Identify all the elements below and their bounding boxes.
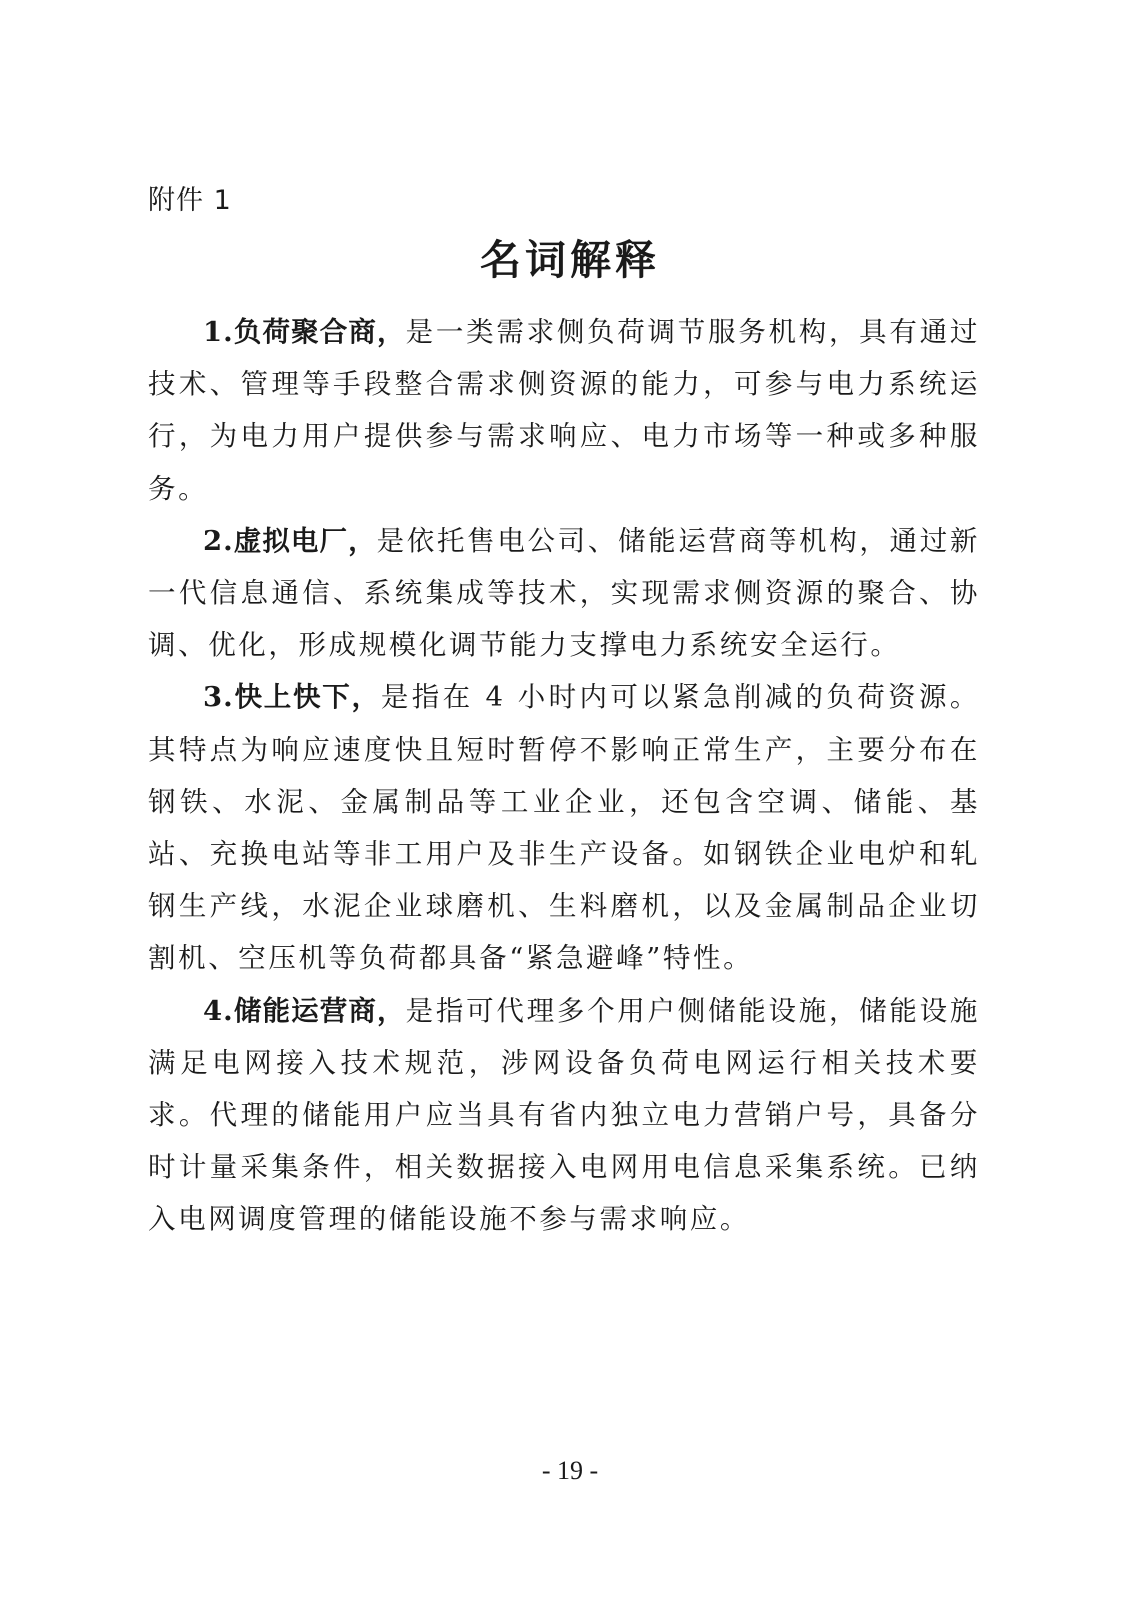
definition-text: 是指可代理多个用户侧储能设施，储能设施满足电网接入技术规范，涉网设备负荷电网运行相关技术要求。代理的储能用户应当具有省内独立电力营销户号，具备分时计量采集条件，相关数据接入电网用电信息采集系统。已纳入电网调度管理的储能设施不参与需求响应。 xyxy=(148,994,980,1236)
definition-text: 是一类需求侧负荷调节服务机构，具有通过技术、管理等手段整合需求侧资源的能力，可参与电力系统运行，为电力用户提供参与需求响应、电力市场等一种或多种服务。 xyxy=(148,316,980,505)
definition-term: 2.虚拟电厂， xyxy=(203,524,377,557)
page-number: - 19 - xyxy=(541,1456,599,1485)
definition-term: 4.储能运营商， xyxy=(203,994,406,1027)
definition-virtual-power-plant xyxy=(148,515,980,672)
definitions-list xyxy=(148,306,980,1246)
definition-term: 1.负荷聚合商， xyxy=(203,316,406,348)
definition-load-aggregator xyxy=(148,306,980,515)
page-title: 名词解释 xyxy=(480,236,660,284)
definition-text: 是指在 4 小时内可以紧急削减的负荷资源。其特点为响应速度快且短时暂停不影响正常生产，主要分布在钢铁、水泥、金属制品等工业企业，还包含空调、储能、基站、充换电站等非工用户及非生产设备。如钢铁企业电炉和轧钢生产线，水泥企业球磨机、生料磨机，以及金属制品企业切割机、空压机等负荷都具备“紧急避峰”特性。 xyxy=(148,681,980,975)
definition-text: 是依托售电公司、储能运营商等机构，通过新一代信息通信、系统集成等技术，实现需求侧资源的聚合、协调、优化，形成规模化调节能力支撑电力系统安全运行。 xyxy=(148,524,980,662)
definition-storage-operator xyxy=(148,985,980,1246)
definition-term: 3.快上快下， xyxy=(203,681,381,714)
definition-fast-up-fast-down xyxy=(148,671,980,984)
attachment-label: 附件 1 xyxy=(148,185,232,216)
